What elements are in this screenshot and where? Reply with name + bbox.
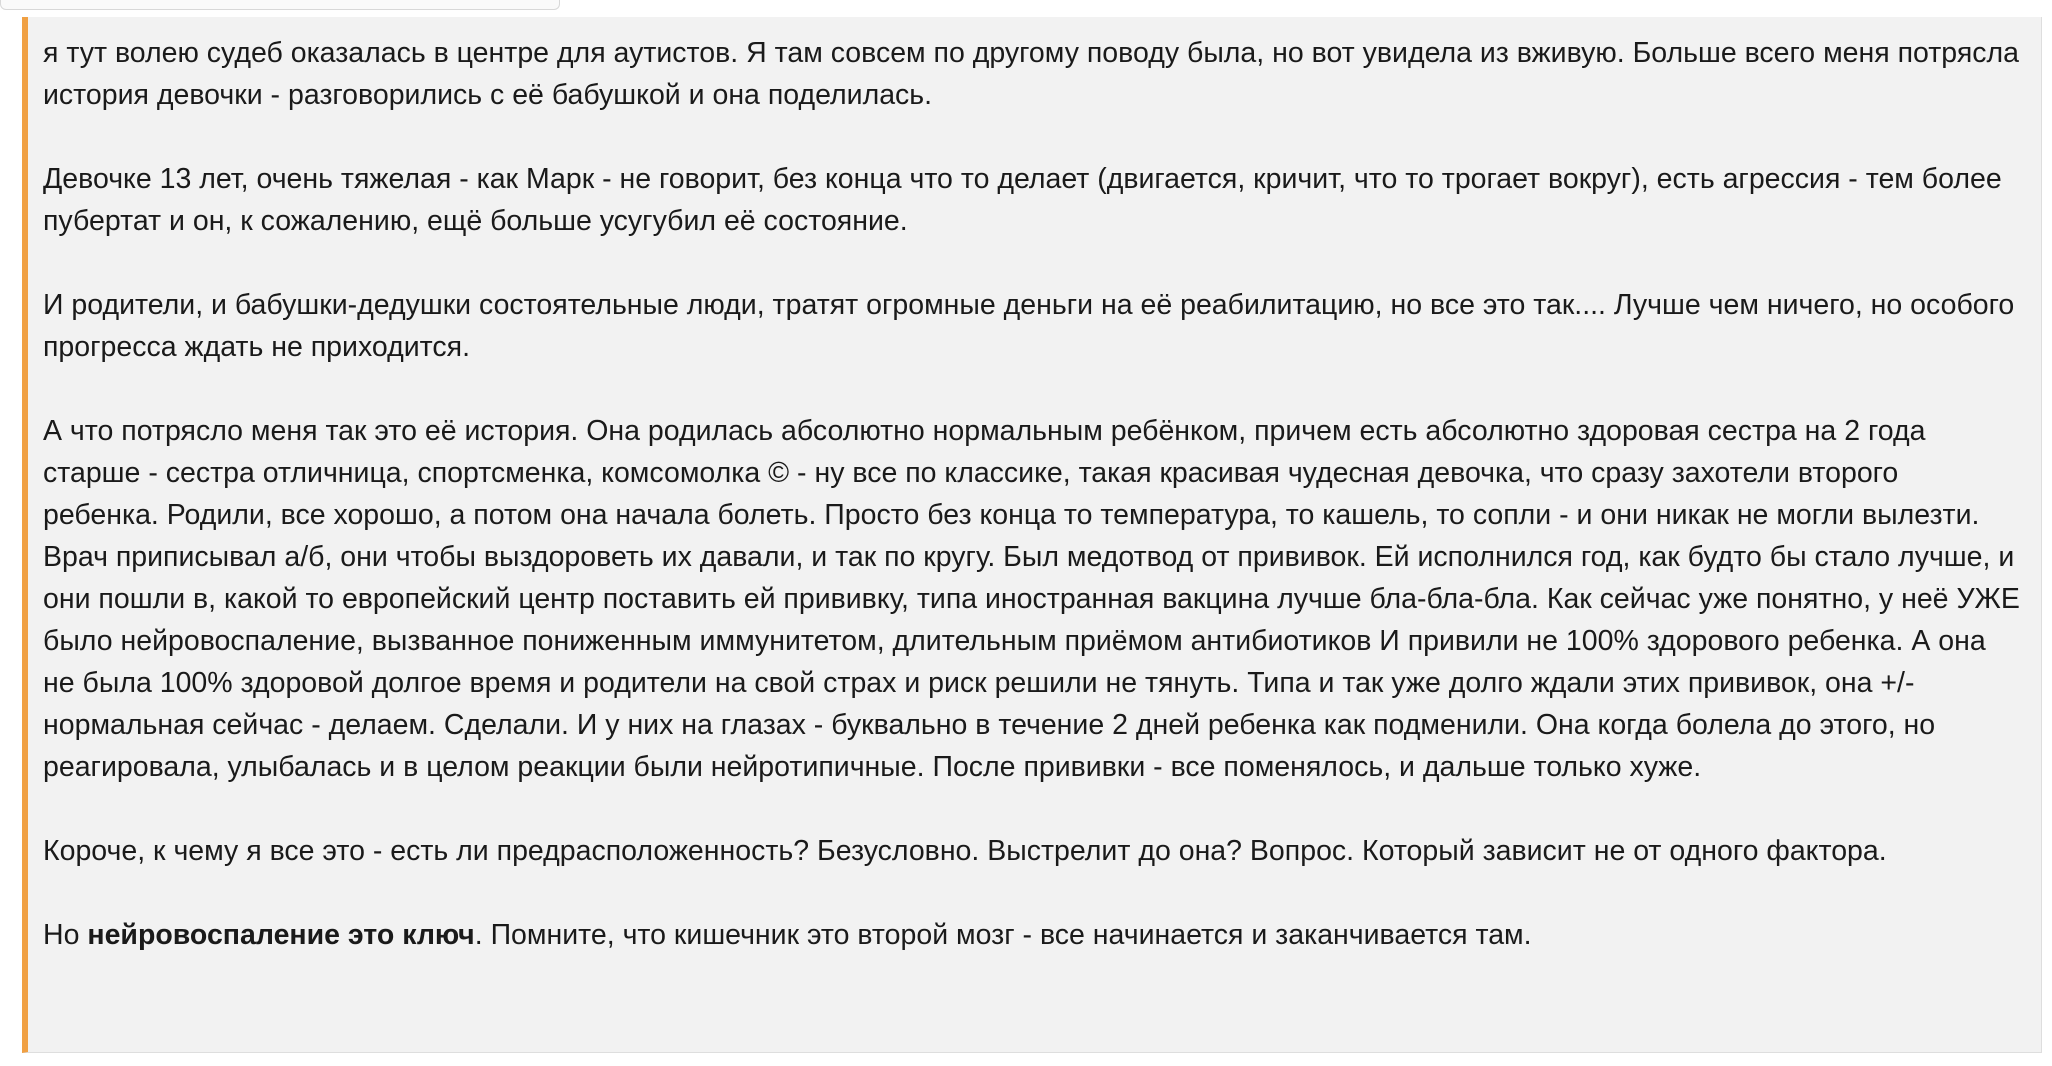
previous-post-edge	[0, 0, 560, 10]
quote-paragraph-3: И родители, и бабушки-дедушки состоятельные люди, тратят огромные деньги на её реабилитацию, но все это так.... Лучше чем ничего, но особого прогресса ждать не приходится.	[43, 289, 2015, 363]
bold-emphasis: нейровоспаление это ключ	[87, 919, 475, 951]
quote-block	[22, 17, 2042, 1053]
quote-paragraph-2: Девочке 13 лет, очень тяжелая - как Марк - не говорит, без конца что то делает (двигается, кричит, что то трогает вокруг), есть агрессия - тем более пубертат и он, к сожалению, ещё больше усугубил её состояние.	[43, 163, 2002, 237]
quote-paragraph-4: А что потрясло меня так это её история. Она родилась абсолютно нормальным ребёнком, причем есть абсолютно здоровая сестра на 2 года старше - сестра отличница, спортсменка, комсомолка © - ну все по классике, такая красивая чудесная девочка, что сразу захотели второго ребенка. Родили, все хорошо, а потом она начала болеть. Просто без конца то температура, то кашель, то сопли - и они никак не могли вылезти. Врач приписывал а/б, они чтобы выздороветь их давали, и так по кругу. Был медотвод от прививок. Ей исполнился год, как будто бы стало лучше, и они пошли в, какой то европейский центр поставить ей прививку, типа иностранная вакцина лучше бла-бла-бла. Как сейчас уже понятно, у неё УЖЕ было нейровоспаление, вызванное пониженным иммунитетом, длительным приёмом антибиотиков И привили не 100% здорового ребенка. А она не была 100% здоровой долгое время и родители на свой страх и риск решили не тянуть. Типа и так уже долго ждали этих прививок, она +/- нормальная сейчас - делаем. Сделали. И у них на глазах - буквально в течение 2 дней ребенка как подменили. Она когда болела до этого, но реагировала, улыбалась и в целом реакции были нейротипичные. После прививки - все поменялось, и дальше только хуже.	[43, 415, 2020, 783]
quote-paragraph-6	[43, 914, 2021, 956]
quote-paragraph-1: я тут волею судеб оказалась в центре для аутистов. Я там совсем по другому поводу была, но вот увидела из вживую. Больше всего меня потрясла история девочки - разговорились с её бабушкой и она поделилась.	[43, 37, 2020, 111]
last-paragraph-prefix: Но	[43, 919, 88, 951]
last-paragraph-suffix: . Помните, что кишечник это второй мозг - все начинается и заканчивается там.	[474, 919, 1532, 951]
quote-paragraph-5: Короче, к чему я все это - есть ли предрасположенность? Безусловно. Выстрелит до она? Вопрос. Который зависит не от одного фактора.	[43, 835, 1887, 867]
